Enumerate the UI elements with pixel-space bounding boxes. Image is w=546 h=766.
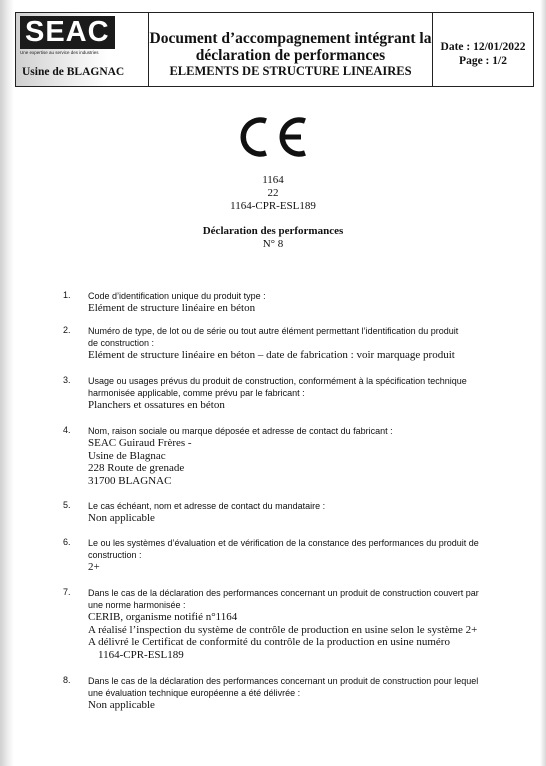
ce-mark-icon (233, 112, 311, 162)
item-question: Usage ou usages prévus du produit de construction, conformément à la spécification technique (88, 376, 467, 386)
list-item (60, 675, 500, 712)
date-cell (433, 13, 533, 86)
scan-edge-shadow (0, 0, 14, 766)
item-question: Dans le cas de la déclaration des performances concernant un produit de construction couvert par (88, 588, 479, 598)
item-number: 4. (63, 425, 71, 435)
item-answer: Usine de Blagnac (88, 449, 166, 462)
list-item (60, 500, 500, 525)
list-item (60, 375, 500, 412)
title-line-3: ELEMENTS DE STRUCTURE LINEAIRES (169, 64, 412, 78)
item-answer: 31700 BLAGNAC (88, 474, 172, 487)
item-question: Le ou les systèmes d’évaluation et de vérification de la constance des performances du produit de (88, 538, 479, 548)
page-number: Page : 1/2 (459, 55, 507, 67)
item-answer: 228 Route de grenade (88, 462, 185, 474)
year-code: 22 (267, 187, 279, 199)
item-answer: CERIB, organisme notifié n°1164 (88, 611, 238, 623)
title-cell (149, 13, 433, 86)
list-item (60, 537, 500, 574)
logo-cell (16, 13, 149, 86)
title-line-1: Document d’accompagnement intégrant la (149, 30, 432, 47)
item-answer: A délivré le Certificat de conformité du contrôle de la production en usine numéro (88, 636, 450, 648)
item-question-cont: harmonisée applicable, comme prévu par le fabricant : (88, 388, 305, 398)
item-answer: 1164-CPR-ESL189 (98, 648, 184, 661)
declaration-title: Déclaration des performances (202, 225, 344, 237)
item-number: 7. (63, 587, 71, 597)
item-answer: Non applicable (88, 699, 155, 711)
item-number: 6. (63, 537, 71, 547)
item-question-cont: une norme harmonisée : (88, 600, 186, 610)
seac-logo: SEAC (20, 16, 115, 49)
notified-body-number: 1164 (262, 174, 284, 186)
item-question: Nom, raison sociale ou marque déposée et adresse de contact du fabricant : (88, 426, 393, 436)
certificate-code: 1164-CPR-ESL189 (230, 200, 316, 212)
item-question: Le cas échéant, nom et adresse de contact du mandataire : (88, 501, 326, 511)
document-header (15, 12, 534, 87)
list-item (60, 587, 500, 661)
list-item (60, 325, 500, 362)
list-item (60, 290, 500, 315)
item-question-cont: une évaluation technique européenne a été délivrée : (88, 688, 301, 698)
item-number: 8. (63, 675, 71, 685)
item-answer: A réalisé l’inspection du système de contrôle de production en usine selon le système 2+ (88, 623, 478, 636)
item-answer: Non applicable (88, 512, 155, 524)
item-answer: SEAC Guiraud Frères - (88, 437, 192, 449)
item-number: 2. (63, 325, 71, 335)
item-question: Code d’identification unique du produit type : (88, 291, 266, 301)
site-name: Usine de BLAGNAC (22, 66, 125, 78)
item-answer: Elément de structure linéaire en béton (88, 302, 256, 314)
item-answer: Planchers et ossatures en béton (88, 399, 225, 411)
item-answer: 2+ (88, 561, 100, 573)
item-number: 3. (63, 375, 71, 385)
title-line-2: déclaration de performances (195, 47, 386, 64)
item-question: Dans le cas de la déclaration des performances concernant un produit de construction pour lequel (88, 676, 479, 686)
item-question: Numéro de type, de lot ou de série ou tout autre élément permettant l’identification du produit (88, 326, 459, 336)
item-question-cont: de construction : (88, 338, 155, 348)
declaration-number: N° 8 (262, 238, 284, 250)
item-answer: Elément de structure linéaire en béton – date de fabrication : voir marquage produit (88, 349, 455, 361)
logo-tagline: Une expertise au service des industries (20, 50, 99, 55)
item-question-cont: construction : (88, 550, 142, 560)
list-item (60, 425, 500, 487)
item-number: 5. (63, 500, 71, 510)
item-number: 1. (63, 290, 71, 300)
document-date: Date : 12/01/2022 (440, 41, 526, 53)
scan-edge-shadow-right (540, 0, 546, 766)
